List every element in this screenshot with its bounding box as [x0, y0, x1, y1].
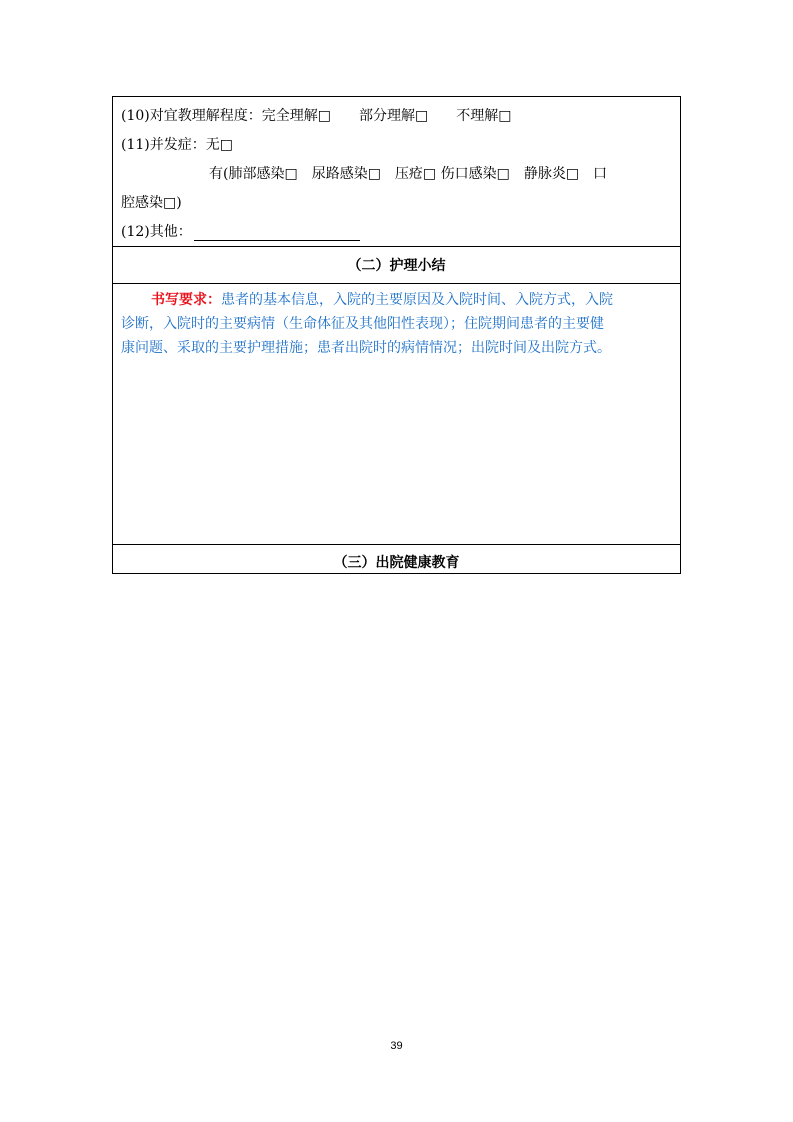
- form-table: [112, 96, 681, 574]
- other-label: (12)其他：: [121, 224, 192, 240]
- divider-1: [113, 246, 680, 247]
- complication-none-row: (11)并发症：无□: [121, 137, 233, 153]
- comprehension-row: (10)对宜教理解程度：完全理解□ 部分理解□ 不理解□: [121, 108, 512, 124]
- divider-2: [113, 283, 680, 284]
- page-number: 39: [390, 1040, 403, 1052]
- req-label: 书写要求：: [151, 292, 221, 308]
- divider-3: [113, 544, 680, 545]
- section-heading-nursing-summary: （二）护理小结: [347, 258, 446, 274]
- writing-requirements: [121, 288, 677, 360]
- other-blank-line: [194, 224, 360, 241]
- complication-has-row: 有(肺部感染□ 尿路感染□ 压疮□ 伤口感染□ 静脉炎□ 口: [209, 166, 608, 182]
- complication-cont-row: 腔感染□): [121, 195, 182, 211]
- req-line-1: 书写要求：患者的基本信息，入院的主要原因及入院时间、入院方式，入院: [151, 292, 613, 308]
- req-line-3: 康问题、采取的主要护理措施；患者出院时的病情情况；出院时间及出院方式。: [121, 340, 611, 356]
- section-heading-discharge-education: （三）出院健康教育: [333, 555, 460, 571]
- other-row: [121, 223, 360, 241]
- req-line-2: 诊断，入院时的主要病情（生命体征及其他阳性表现）；住院期间患者的主要健: [121, 316, 604, 332]
